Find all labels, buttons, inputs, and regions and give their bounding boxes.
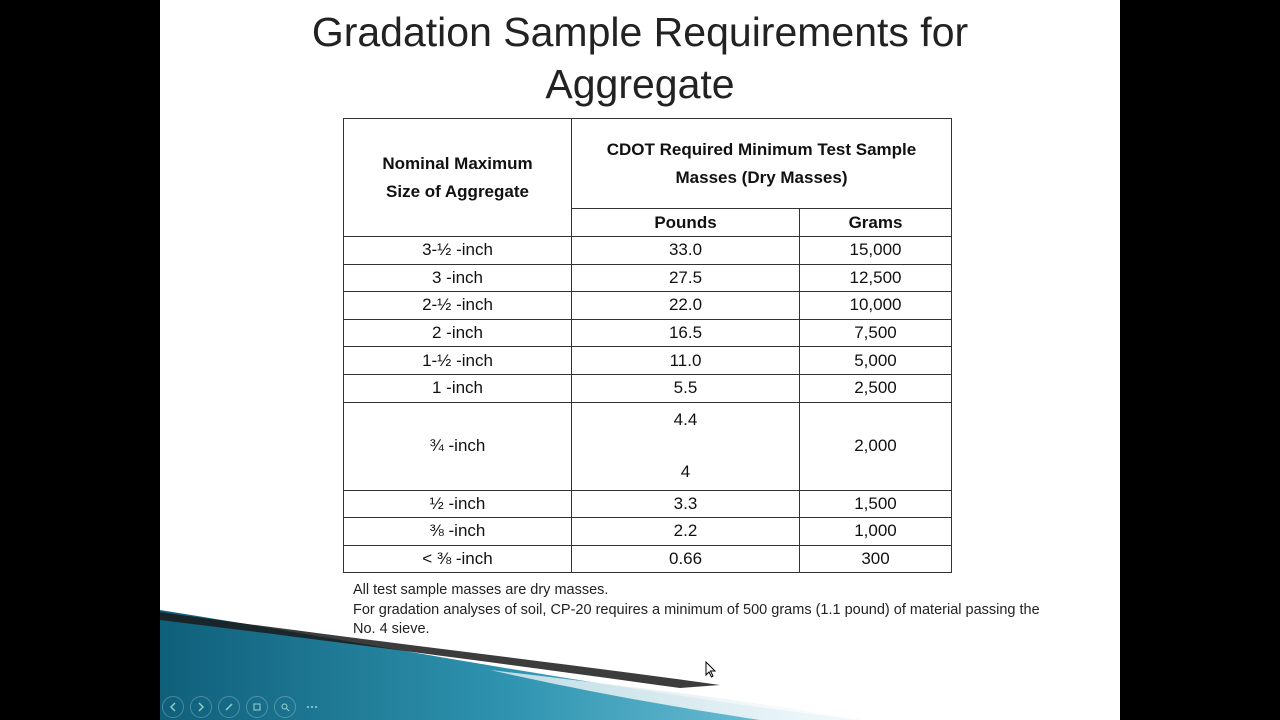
size-cell: ¾ -inch [344,402,572,490]
pounds-value: 4.4 [673,410,698,430]
pounds-value-extra: 4 [680,462,691,482]
presentation-toolbar [162,696,322,718]
size-cell: ⅜ -inch [344,518,572,546]
more-icon[interactable] [302,697,322,717]
pounds-cell: 3.3 [572,490,800,518]
slides-icon[interactable] [246,696,268,718]
slide-title [160,6,1120,110]
grams-cell: 2,000 [800,402,952,490]
header-nominal-size: Nominal Maximum Size of Aggregate [344,119,572,237]
table-row [344,347,952,375]
size-cell: 1 -inch [344,374,572,402]
pounds-cell: 11.0 [572,347,800,375]
table-row [344,402,952,490]
pounds-cell: 5.5 [572,374,800,402]
grams-cell: 1,500 [800,490,952,518]
pounds-cell [572,402,800,490]
title-line-1: Gradation Sample Requirements for [311,9,969,55]
pounds-cell: 16.5 [572,319,800,347]
pounds-cell: 33.0 [572,237,800,265]
pounds-cell: 2.2 [572,518,800,546]
note-soil-gradation: For gradation analyses of soil, CP-20 requires a minimum of 500 grams (1.1 pound) of material passing the No. 4 sieve. [353,601,1040,637]
table-row [344,518,952,546]
table-row [344,319,952,347]
table-row [344,545,952,573]
title-line-2: Aggregate [545,61,735,107]
size-cell: < ⅜ -inch [344,545,572,573]
pen-icon[interactable] [218,696,240,718]
table-row [344,237,952,265]
previous-icon[interactable] [162,696,184,718]
table-row [344,374,952,402]
grams-cell: 7,500 [800,319,952,347]
size-cell: 3-½ -inch [344,237,572,265]
grams-cell: 15,000 [800,237,952,265]
grams-cell: 1,000 [800,518,952,546]
table-row [344,292,952,320]
pounds-cell: 0.66 [572,545,800,573]
mouse-cursor-icon [705,661,717,679]
header-pounds: Pounds [572,209,800,237]
note-dry-masses: All test sample masses are dry masses. [353,582,609,598]
size-cell: 2-½ -inch [344,292,572,320]
next-icon[interactable] [190,696,212,718]
zoom-icon[interactable] [274,696,296,718]
grams-cell: 12,500 [800,264,952,292]
size-cell: 2 -inch [344,319,572,347]
pounds-cell: 22.0 [572,292,800,320]
slide [160,0,1120,720]
size-cell: 1-½ -inch [344,347,572,375]
sample-requirements-table [343,118,952,573]
grams-cell: 5,000 [800,347,952,375]
pounds-cell: 27.5 [572,264,800,292]
header-cdot-required: CDOT Required Minimum Test Sample Masses (Dry Masses) [572,119,952,209]
grams-cell: 2,500 [800,374,952,402]
grams-cell: 10,000 [800,292,952,320]
size-cell: 3 -inch [344,264,572,292]
table-row [344,264,952,292]
header-grams: Grams [800,209,952,237]
size-cell: ½ -inch [344,490,572,518]
grams-cell: 300 [800,545,952,573]
table-row [344,490,952,518]
